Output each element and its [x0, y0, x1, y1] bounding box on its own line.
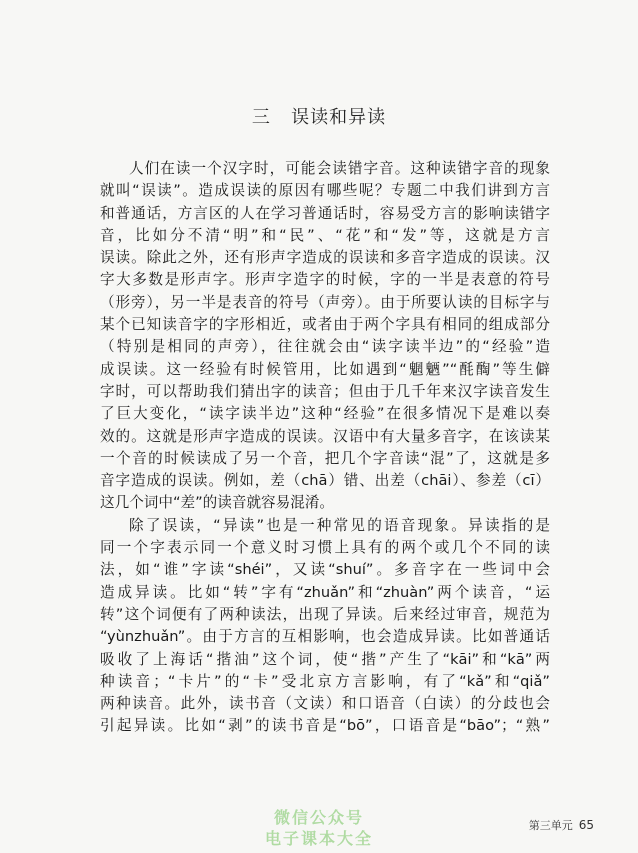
text-line: （特别是相同的声旁），往往就会由“读字读半边”的“经验”造	[100, 338, 550, 356]
text-line: 音字造成的误读。例如，差（chā）错、出差（chāi）、参差（cī）	[100, 472, 550, 490]
paragraph-1	[100, 158, 550, 515]
text-line: 这几个词中“差”的读音就容易混淆。	[100, 494, 335, 512]
text-line: 吸收了上海话“揩油”这个词，使“揩”产生了“kāi”和“kā”两	[100, 650, 550, 668]
text-line: 人们在读一个汉字时，可能会读错字音。这种读错字音的现象	[129, 160, 550, 177]
text-line: 种读音；“卡片”的“卡”受北京方言影响，有了“kǎ”和“qiǎ”	[100, 672, 550, 690]
text-line: 两种读音。此外，读书音（文读）和口语音（白读）的分歧也会	[100, 695, 550, 713]
text-line: 字时，可以帮助我们猜出字的读音；但由于几千年来汉字读音发生	[100, 382, 550, 400]
body-text	[100, 158, 550, 738]
unit-label: 第三单元	[528, 819, 573, 832]
watermark-line-2: 电子课本大全	[264, 829, 373, 848]
section-title: 三 误读和异读	[251, 107, 387, 128]
text-line: 一个音的时候读成了另一个音，把几个字音读“混”了，这就是多	[100, 449, 550, 467]
text-line: 误读。除此之外，还有形声字造成的误读和多音字造成的误读。汉	[100, 249, 550, 267]
text-line: 了巨大变化，“读字读半边”这种“经验”在很多情况下是难以奏	[100, 405, 550, 423]
text-line: 和普通话，方言区的人在学习普通话时，容易受方言的影响读错字	[100, 204, 550, 222]
page-number: 65	[578, 818, 594, 832]
paragraph-2	[100, 515, 550, 738]
text-line: 效的。这就是形声字造成的误读。汉语中有大量多音字，在该读某	[100, 427, 550, 445]
text-line: 某个已知读音字的字形相近，或者由于两个字具有相同的组成部分	[100, 316, 550, 334]
text-line: 字大多数是形声字。形声字造字的时候，字的一半是表意的符号	[100, 271, 550, 289]
watermark	[0, 807, 638, 849]
text-line: 转”这个词便有了两种读法，出现了异读。后来经过审音，规范为	[100, 605, 550, 623]
text-line: 就叫“误读”。造成误读的原因有哪些呢？专题二中我们讲到方言	[100, 182, 550, 200]
text-line: 法，如“谁”字读“shéi”，又读“shuí”。多音字在一些词中会	[100, 561, 550, 579]
text-line: 引起异读。比如“剥”的读书音是“bō”，口语音是“bāo”；“熟”	[100, 717, 550, 735]
text-line: 同一个字表示同一个意义时习惯上具有的两个或几个不同的读	[100, 539, 550, 557]
watermark-line-1: 微信公众号	[273, 808, 364, 827]
text-line: （形旁），另一半是表音的符号（声旁）。由于所要认读的目标字与	[100, 293, 550, 311]
text-line: “yùnzhuǎn”。由于方言的互相影响，也会造成异读。比如普通话	[100, 628, 550, 646]
text-line: 除了误读，“异读”也是一种常见的语音现象。异读指的是	[129, 516, 550, 534]
text-line: 音，比如分不清“明”和“民”、“花”和“发”等，这就是方言	[100, 226, 550, 244]
text-line: 成误读。这一经验有时候管用，比如遇到“魍魉”“酕醄”等生僻	[100, 360, 550, 378]
text-line: 造成异读。比如“转”字有“zhuǎn”和“zhuàn”两个读音，“运	[100, 583, 550, 601]
